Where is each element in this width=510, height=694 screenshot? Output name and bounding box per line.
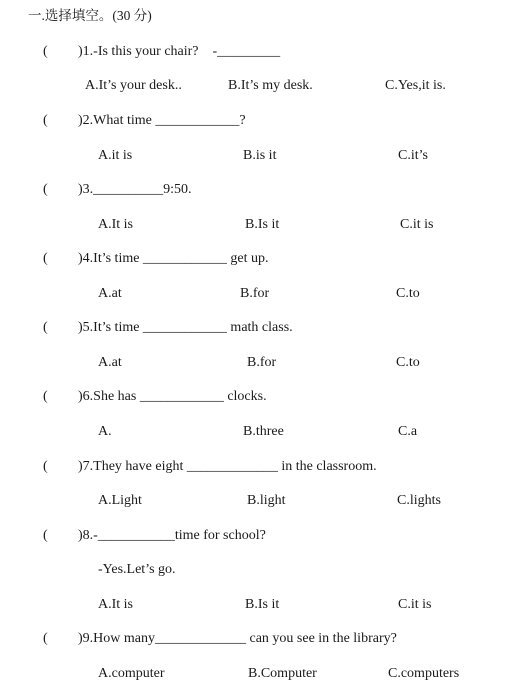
answer-bracket: ( — [43, 182, 48, 197]
option-b: B.light — [247, 493, 286, 508]
question-stem: )8.-___________time for school? — [78, 528, 266, 543]
section-title: 一.选择填空。(30 分) — [28, 8, 152, 23]
option-a: A.Light — [98, 493, 142, 508]
option-b: B.Computer — [248, 666, 317, 681]
option-a: A.at — [98, 355, 122, 370]
answer-bracket: ( — [43, 528, 48, 543]
question-stem: )7.They have eight _____________ in the classroom. — [78, 459, 377, 474]
option-c: C.to — [396, 355, 420, 370]
option-a: A.It’s your desk.. — [85, 78, 182, 93]
option-a: A.computer — [98, 666, 165, 681]
option-a: A.It is — [98, 217, 133, 232]
question-stem: )9.How many_____________ can you see in the library? — [78, 631, 397, 646]
option-c: C.it is — [398, 597, 432, 612]
option-a: A.It is — [98, 597, 133, 612]
option-a: A.it is — [98, 148, 133, 163]
answer-bracket: ( — [43, 251, 48, 266]
answer-bracket: ( — [43, 459, 48, 474]
option-a: A. — [98, 424, 112, 439]
option-b: B.three — [243, 424, 284, 439]
option-b: B.It’s my desk. — [228, 78, 313, 93]
question-stem: )4.It’s time ____________ get up. — [78, 251, 269, 266]
option-c: C.to — [396, 286, 420, 301]
option-c: C.lights — [397, 493, 441, 508]
answer-bracket: ( — [43, 631, 48, 646]
answer-bracket: ( — [43, 389, 48, 404]
option-c: C.a — [398, 424, 418, 439]
option-b: B.for — [247, 355, 277, 370]
question-stem: )3.__________9:50. — [78, 182, 192, 197]
answer-bracket: ( — [43, 113, 48, 128]
question-stem: )5.It’s time ____________ math class. — [78, 320, 293, 335]
answer-bracket: ( — [43, 44, 48, 59]
answer-bracket: ( — [43, 320, 48, 335]
question-stem: )2.What time ____________? — [78, 113, 246, 128]
option-b: B.is it — [243, 148, 277, 163]
dialogue-reply: -Yes.Let’s go. — [98, 562, 176, 577]
option-a: A.at — [98, 286, 122, 301]
option-c: C.Yes,it is. — [385, 78, 446, 93]
option-b: B.Is it — [245, 597, 280, 612]
option-c: C.computers — [388, 666, 460, 681]
option-c: C.it is — [400, 217, 434, 232]
option-c: C.it’s — [398, 148, 428, 163]
question-stem: )6.She has ____________ clocks. — [78, 389, 267, 404]
question-stem: )1.-Is this your chair? -_________ — [78, 44, 281, 59]
option-b: B.for — [240, 286, 270, 301]
option-b: B.Is it — [245, 217, 280, 232]
